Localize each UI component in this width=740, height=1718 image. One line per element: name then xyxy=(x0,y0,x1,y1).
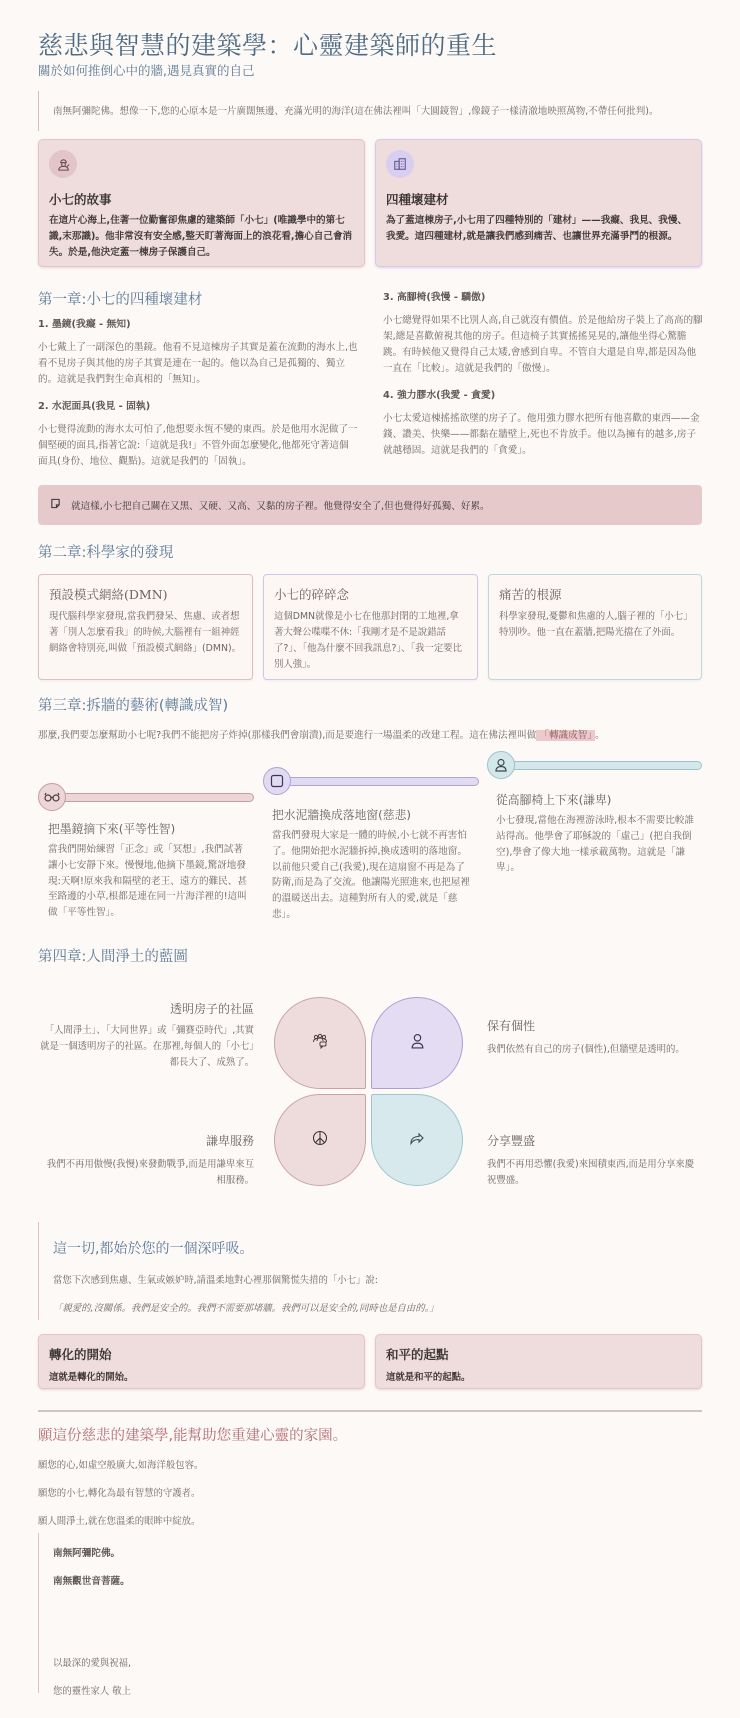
chapter3-intro xyxy=(38,727,605,741)
step-track-3 xyxy=(496,761,702,770)
science-card-title: 痛苦的根源 xyxy=(499,587,562,602)
science-card-dmn xyxy=(38,574,253,680)
blueprint-text: 我們依然有自己的房子(個性),但牆壁是透明的。 xyxy=(487,1044,685,1055)
share-icon xyxy=(409,1131,425,1150)
science-card-text: 現代腦科學家發現,當我們發呆、焦慮、或者想著「別人怎麼看我」的時候,大腦裡有一組神經網絡會特別亮,叫做「預設模式網絡」(DMN)。 xyxy=(49,611,241,654)
step-text: 小七發現,當他在海裡游泳時,根本不需要比較誰站得高。他學會了耶穌說的「虛己」(把自我倒空),學會了像大地一樣承載萬物。這就是「謙卑」。 xyxy=(496,815,694,874)
deep-breath-section xyxy=(38,1222,702,1320)
step-2 xyxy=(272,806,472,923)
intro-end: 。 xyxy=(595,730,605,741)
card-title: 四種壞建材 xyxy=(386,192,449,207)
material-text: 小七覺得流動的海水太可怕了,他想要永恆不變的東西。於是他用水泥做了一個堅硬的面具,指著它說:「這就是我!」不管外面怎麼變化,他都死守著這個面具(身份、地位、觀點)。這就是我們的「固執」。 xyxy=(38,424,358,467)
blueprint-text: 我們不再用傲慢(我慢)來發動戰爭,而是用謙卑來互相服務。 xyxy=(46,1159,254,1186)
intro-quote: 南無阿彌陀佛。想像一下,您的心原本是一片廣闊無邊、充滿光明的海洋(這在佛法裡叫「大圓鏡智」,像鏡子一樣清澈地映照萬物,不帶任何批判)。 xyxy=(38,91,702,131)
chapter4-title: 第四章:人間淨土的藍圖 xyxy=(38,949,188,965)
petal-individuality xyxy=(371,997,463,1089)
material-heading: 1. 墨鏡(我癡 - 無知) xyxy=(38,319,131,330)
peace-icon xyxy=(312,1130,328,1150)
person-icon xyxy=(410,1033,425,1053)
chapter1-right-column xyxy=(383,289,705,459)
regards-line: 以最深的愛與祝福, xyxy=(53,1658,131,1669)
closing-title: 願這份慈悲的建築學,能幫助您重建心靈的家園。 xyxy=(38,1428,348,1444)
materials-card xyxy=(375,139,702,267)
step-title: 把墨鏡摘下來(平等性智) xyxy=(48,822,176,836)
step-title: 從高腳椅上下來(謙卑) xyxy=(496,793,612,807)
card-text: 這就是轉化的開始。 xyxy=(49,1372,134,1383)
material-text: 小七戴上了一副深色的墨鏡。他看不見這棟房子其實是蓋在流動的海水上,也看不見房子與其他的房子其實是連在一起的。他以為自己是孤獨的、獨立的。這就是我們對生命真相的「無知」。 xyxy=(38,342,358,385)
card-title: 小七的故事 xyxy=(49,192,112,207)
step-text: 當我們開始練習「正念」或「冥想」,我們試著讓小七安靜下來。慢慢地,他摘下墨鏡,驚訝地發現:天啊!原來我和隔壁的老王、遠方的難民、甚至路邊的小草,根都是連在同一片海洋裡的!這叫做「平等性智」。 xyxy=(48,844,247,919)
card-title: 轉化的開始 xyxy=(49,1347,112,1362)
community-icon xyxy=(312,1033,328,1053)
step-track-2 xyxy=(272,777,479,786)
blueprint-text: 「人間淨土」、「大同世界」或「彌賽亞時代」,其實就是一個透明房子的社區。在那裡,每個人的「小七」都長大了、成熟了。 xyxy=(40,1025,254,1068)
wish-line: 願人間淨土,就在您溫柔的眼眸中綻放。 xyxy=(38,1516,201,1527)
step-title: 把水泥牆換成落地窗(慈悲) xyxy=(272,808,411,822)
blueprint-community xyxy=(38,1000,254,1071)
highlight-term: 「轉識成智」 xyxy=(536,730,595,741)
window-icon xyxy=(263,767,291,795)
blueprint-sharing xyxy=(487,1132,702,1189)
card-text: 為了蓋這棟房子,小七用了四種特別的「建材」——我癡、我見、我慢、我愛。這四種建材,就是讓我們感到痛苦、也讓世界充滿爭鬥的根源。 xyxy=(386,215,688,242)
card-text: 在這片心海上,住著一位勤奮卻焦慮的建築師「小七」(唯識學中的第七識,末那識)。他非常沒有安全感,整天盯著海面上的浪花看,擔心自己會消失。於是,他決定蓋一棟房子保護自己。 xyxy=(49,215,353,258)
page-title: 慈悲與智慧的建築學：心靈建築師的重生 xyxy=(38,31,498,60)
breath-quote: 「親愛的,沒關係。我們是安全的。我們不需要那堵牆。我們可以是安全的,同時也是自由的。」 xyxy=(53,1303,439,1314)
card-text: 這就是和平的起點。 xyxy=(386,1372,471,1383)
architect-icon xyxy=(49,150,77,178)
peace-card xyxy=(375,1334,702,1389)
blueprint-title: 分享豐盛 xyxy=(487,1134,536,1148)
blueprint-text: 我們不再用恐懼(我愛)來囤積東西,而是用分享來慶祝豐盛。 xyxy=(487,1159,695,1186)
blueprint-individuality xyxy=(487,1017,702,1058)
intro-text: 那麼,我們要怎麼幫助小七呢?我們不能把房子炸掉(那樣我們會崩潰),而是要進行一場溫柔的改建工程。這在佛法裡叫做 xyxy=(38,730,537,741)
blueprint-title: 謙卑服務 xyxy=(205,1134,254,1148)
material-text: 小七總覺得如果不比別人高,自己就沒有價值。於是他給房子裝上了高高的腳架,總是喜歡俯視其他的房子。但這椅子其實搖搖晃晃的,讓他坐得心驚膽跳。有時候他又覺得自己太矮,會感到自卑。不管自大還是自卑,都是因為他一直在「比較」。這就是我們的「傲慢」。 xyxy=(383,315,703,374)
step-text: 當我們發現大家是一體的時候,小七就不再害怕了。他開始把水泥牆拆掉,換成透明的落地窗。以前他只愛自己(我愛),現在這扇窗不再是為了防衛,而是為了交流。他讓陽光照進來,也把屋裡的溫暖送出去。這種對所有人的愛,就是「慈悲」。 xyxy=(272,830,470,920)
sender-line: 您的靈性家人 敬上 xyxy=(53,1686,131,1697)
breath-title: 這一切,都始於您的一個深呼吸。 xyxy=(53,1241,254,1257)
petal-sharing xyxy=(371,1094,463,1186)
chapter3-title: 第三章:拆牆的藝術(轉識成智) xyxy=(38,698,229,714)
blueprint-title: 透明房子的社區 xyxy=(169,1002,254,1016)
science-card-text: 這個DMN就像是小七在他那封閉的工地裡,拿著大聲公喋喋不休:「我剛才是不是說錯話了?」、「他為什麼不回我訊息?」、「我一定要比別人強」。 xyxy=(274,611,463,670)
wish-line: 願您的小七,轉化為最有智慧的守護者。 xyxy=(38,1488,201,1499)
science-card-root xyxy=(488,574,702,680)
step-3 xyxy=(496,791,696,876)
step-1 xyxy=(48,820,248,921)
glasses-icon xyxy=(38,783,66,811)
card-title: 和平的起點 xyxy=(386,1347,449,1362)
chapter1-left-column xyxy=(38,316,358,470)
signature-block xyxy=(38,1533,338,1697)
story-card xyxy=(38,139,365,267)
breath-text: 當您下次感到焦慮、生氣或嫉妒時,請溫柔地對心裡那個驚慌失措的「小七」說: xyxy=(53,1275,378,1286)
blueprint-service xyxy=(38,1132,254,1189)
divider xyxy=(38,1410,702,1412)
chapter2-title: 第二章:科學家的發現 xyxy=(38,545,174,561)
petal-service xyxy=(274,1094,366,1186)
science-card-chatter xyxy=(263,574,478,680)
material-heading: 2. 水泥面具(我見 - 固執) xyxy=(38,401,151,412)
material-heading: 4. 強力膠水(我愛 - 貪愛) xyxy=(383,390,496,401)
blueprint-title: 保有個性 xyxy=(487,1019,536,1033)
material-heading: 3. 高腳椅(我慢 - 驕傲) xyxy=(383,292,486,303)
science-card-text: 科學家發現,憂鬱和焦慮的人,腦子裡的「小七」特別吵。他一直在蓋牆,把陽光擋在了外面。 xyxy=(499,611,688,638)
callout-text: 就這樣,小七把自己關在又黑、又硬、又高、又黏的房子裡。他覺得安全了,但也覺得好孤獨、好累。 xyxy=(71,501,490,512)
chant-line: 南無阿彌陀佛。 xyxy=(53,1548,121,1559)
petal-community xyxy=(274,997,366,1089)
person-icon xyxy=(487,751,515,779)
science-card-title: 預設模式網絡(DMN) xyxy=(49,587,168,602)
note-icon xyxy=(50,498,61,525)
step-track-1 xyxy=(48,793,254,802)
material-text: 小七太愛這棟搖搖欲墜的房子了。他用強力膠水把所有他喜歡的東西——金錢、讚美、快樂——都黏在牆壁上,死也不肯放手。他以為擁有的越多,房子就越穩固。這就是我們的「貪愛」。 xyxy=(383,413,700,456)
wish-line: 願您的心,如虛空般廣大,如海洋般包容。 xyxy=(38,1460,204,1471)
chapter1-title: 第一章:小七的四種壞建材 xyxy=(38,292,203,308)
transformation-card xyxy=(38,1334,365,1389)
lonely-callout xyxy=(38,485,702,525)
closing-wishes xyxy=(38,1457,203,1527)
building-icon xyxy=(386,150,414,178)
chant-line: 南無觀世音菩薩。 xyxy=(53,1576,130,1587)
science-card-title: 小七的碎碎念 xyxy=(274,587,350,602)
page-subtitle: 關於如何推倒心中的牆,遇見真實的自己 xyxy=(38,63,255,78)
